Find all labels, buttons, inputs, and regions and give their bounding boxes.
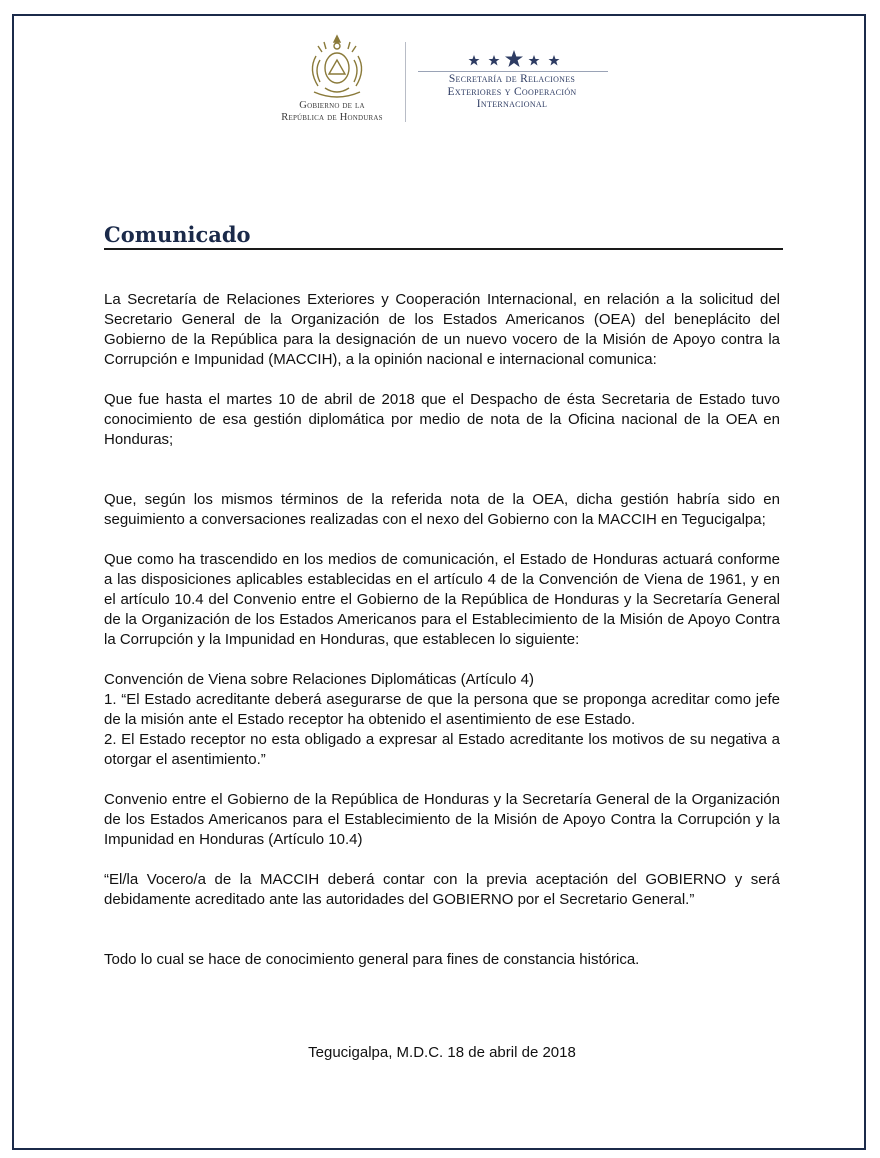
paragraph-provisions: Que como ha trascendido en los medios de comunicación, el Estado de Honduras actuará conforme a las disposiciones aplicables establecidas en el artículo 4 de la Convención de Viena de 1961, y en el artículo 10.4 del Convenio entre el Gobierno de la República de Honduras y la Secretaría General de la Organización de los Estados Americanos para el Establecimiento de la Misión de Apoyo Contra la Corrupción y la Impunidad en Honduras, que establecen lo siguiente:	[104, 551, 780, 648]
title-rule	[104, 248, 783, 250]
paragraph-oea-note: Que, según los mismos términos de la referida nota de la OEA, dicha gestión habría sido en seguimiento a conversaciones realizadas con el nexo del Gobierno con la MACCIH en Tegucigalpa;	[104, 491, 780, 528]
date-line: Tegucigalpa, M.D.C. 18 de abril de 2018	[308, 1044, 576, 1061]
gobierno-line-2: República de Honduras	[281, 112, 383, 123]
communique-body	[104, 290, 780, 970]
convention-heading: Convención de Viena sobre Relaciones Diplomáticas (Artículo 4)	[104, 671, 534, 688]
stars-icon	[466, 48, 562, 70]
secretaria-line-2: Exteriores y Cooperación	[447, 85, 577, 98]
convention-item-1: 1. “El Estado acreditante deberá asegurarse de que la persona que se proponga acreditar como jefe de la misión ante el Estado receptor ha obtenido el asentimiento de ese Estado.	[104, 691, 780, 728]
secretaria-line-1: Secretaría de Relaciones	[448, 73, 576, 85]
secretaria-line-3: Internacional	[476, 98, 548, 110]
paragraph-intro: La Secretaría de Relaciones Exteriores y Cooperación Internacional, en relación a la solicitud del Secretario General de la Organización de los Estados Americanos (OEA) del beneplácito del Gobierno de la República para la designación de un nuevo vocero de la Misión de Apoyo contra la Corrupción e Impunidad (MACCIH), a la opinión nacional e internacional comunica:	[104, 291, 780, 368]
secretaria-label	[412, 73, 612, 111]
secretaria-rule	[418, 71, 608, 72]
paragraph-date-notice: Que fue hasta el martes 10 de abril de 2018 que el Despacho de ésta Secretaria de Estado tuvo conocimiento de esa gestión diplomática por medio de nota de la Oficina nacional de la OEA en Honduras;	[104, 391, 780, 448]
gobierno-line-1: Gobierno de la	[299, 100, 365, 111]
convention-item-2: 2. El Estado receptor no esta obligado a expresar al Estado acreditante los motivos de su negativa a otorgar el asentimiento.”	[104, 731, 780, 768]
paragraph-closing: Todo lo cual se hace de conocimiento general para fines de constancia histórica.	[104, 951, 640, 968]
page-title: Comunicado	[104, 222, 251, 247]
convention-block	[104, 670, 780, 770]
coat-of-arms-seal	[302, 30, 372, 100]
paragraph-convenio: Convenio entre el Gobierno de la República de Honduras y la Secretaría General de la Organización de los Estados Americanos para el Establecimiento de la Misión de Apoyo Contra la Corrupción y la Impunidad en Honduras (Artículo 10.4)	[104, 791, 780, 848]
paragraph-vocero-quote: “El/la Vocero/a de la MACCIH deberá contar con la previa aceptación del GOBIERNO y será debidamente acreditado ante las autoridades del GOBIERNO por el Secretario General.”	[104, 871, 780, 908]
header-divider	[405, 42, 406, 122]
gobierno-label	[262, 100, 402, 124]
